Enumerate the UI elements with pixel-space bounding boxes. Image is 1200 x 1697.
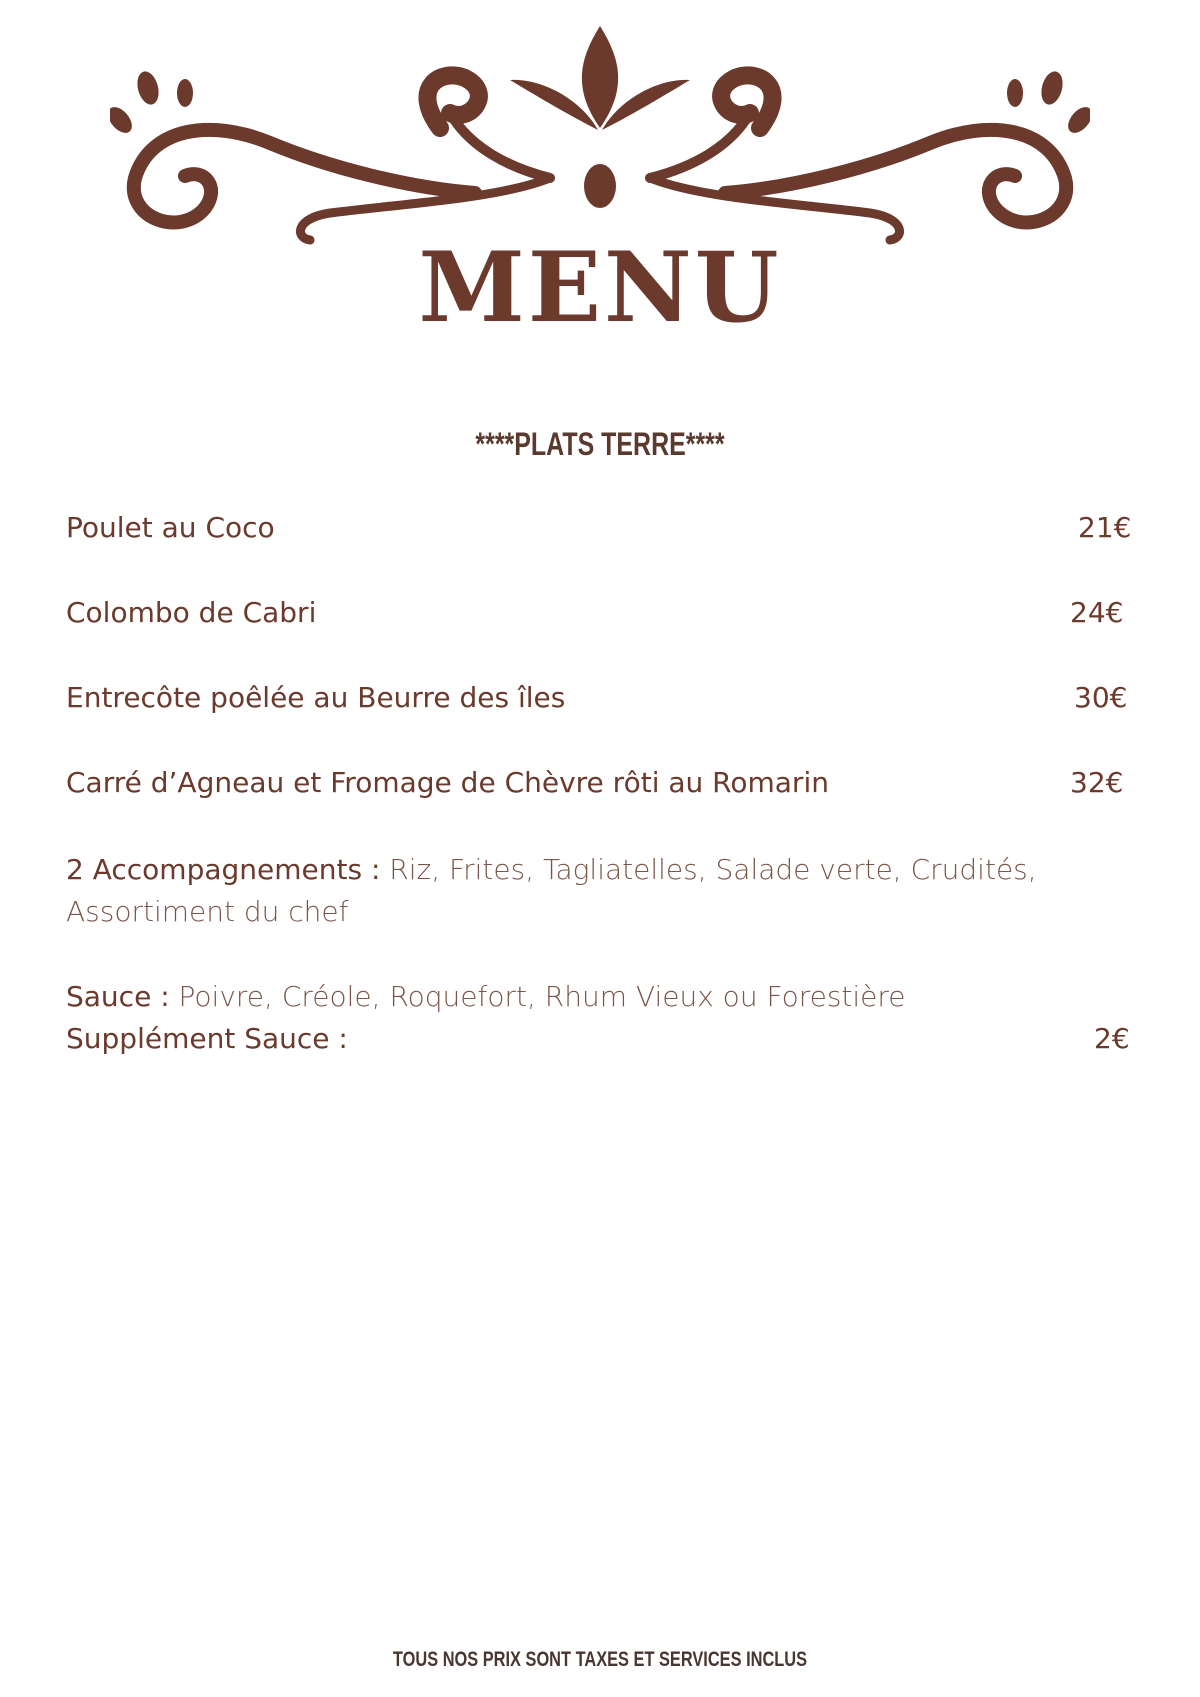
sauce-label: Sauce : (66, 980, 170, 1013)
sides-note (66, 849, 1126, 933)
footer-note: TOUS NOS PRIX SONT TAXES ET SERVICES INCLUS (392, 1648, 808, 1671)
sides-list-line2: Assortiment du chef (66, 895, 349, 928)
sauce-note (66, 976, 1126, 1018)
dish-price: 24€ (1070, 596, 1124, 629)
dish-name: Poulet au Coco (66, 511, 275, 544)
sides-label: 2 Accompagnements : (66, 853, 381, 886)
sauce-list: Poivre, Créole, Roquefort, Rhum Vieux ou Forestière (169, 980, 906, 1013)
menu-title: MENU (418, 231, 782, 344)
dish-price: 21€ (1078, 511, 1132, 544)
dish-price: 30€ (1074, 681, 1128, 714)
dish-price: 32€ (1070, 766, 1124, 799)
dish-name: Colombo de Cabri (66, 596, 317, 629)
sides-list-line1: Riz, Frites, Tagliatelles, Salade verte, Crudités, (380, 853, 1037, 886)
dish-name: Carré d’Agneau et Fromage de Chèvre rôti au Romarin (66, 766, 829, 799)
section-title: ****PLATS TERRE**** (475, 426, 725, 462)
sauce-supplement-price: 2€ (1094, 1022, 1130, 1055)
dish-name: Entrecôte poêlée au Beurre des îles (66, 681, 566, 714)
sauce-supplement-label: Supplément Sauce : (66, 1022, 348, 1055)
